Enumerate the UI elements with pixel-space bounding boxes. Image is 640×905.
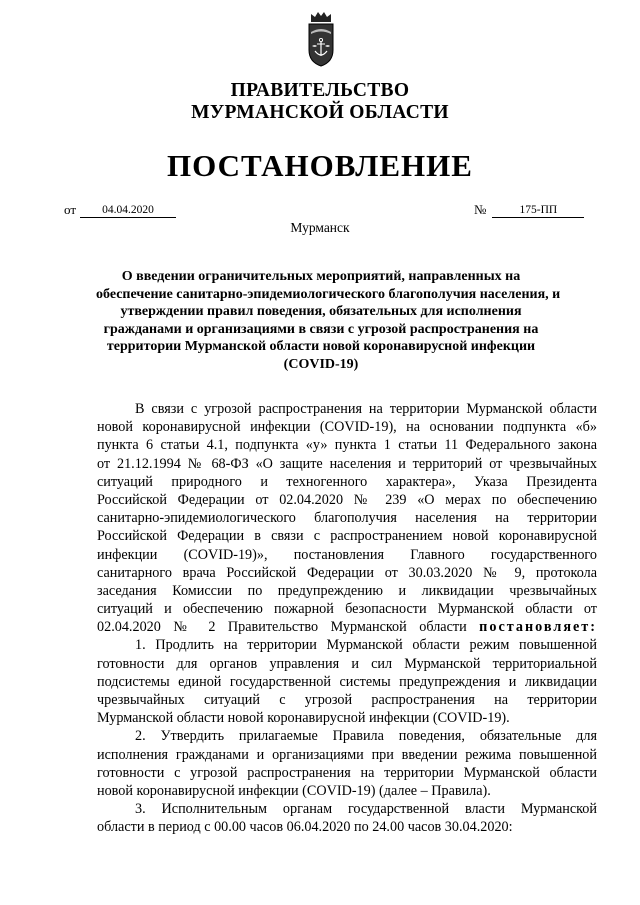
item-1-line: 1. Продлить на территории Мурманской области режим повышенной bbox=[135, 637, 597, 654]
org-line-1: ПРАВИТЕЛЬСТВО bbox=[230, 80, 410, 101]
body-line: ситуаций и обеспечению пожарной безопасности Мурманской области от bbox=[97, 601, 597, 618]
government-name bbox=[0, 80, 640, 124]
item-1-line: чрезвычайных ситуаций с угрозой распространения на территории bbox=[97, 692, 597, 708]
item-2-line: исполнения гражданами и организациями при введении режима повышенной bbox=[97, 746, 597, 763]
title-line: утверждении правил поведения, обязательных для исполнения bbox=[120, 304, 522, 320]
body-line: санитарно-эпидемиологического благополучия населения на территории bbox=[97, 510, 597, 527]
item-1-line: Мурманской области новой коронавирусной инфекции (COVID-19). bbox=[97, 710, 510, 727]
item-2-line: готовности с угрозой распространения на территории Мурманской области bbox=[97, 764, 597, 781]
date-underline bbox=[80, 203, 176, 218]
body-line: новой коронавирусной инфекции (COVID-19), на основании подпункта «б» bbox=[97, 419, 597, 436]
title-line: гражданами и организациями в связи с угрозой распространения на bbox=[103, 321, 539, 337]
body-line-decree bbox=[97, 618, 597, 636]
body-line: заседания Комиссии по предупреждению и ликвидации чрезвычайных bbox=[97, 582, 597, 599]
body-line: Российской Федерации в связи с распространением новой коронавирусной bbox=[97, 528, 597, 545]
document-title bbox=[96, 268, 561, 374]
body-line: пункта 6 статьи 4.1, подпункта «у» пункта 1 статьи 11 Федерального закона bbox=[97, 437, 597, 454]
coat-of-arms-icon bbox=[306, 10, 336, 68]
number-row bbox=[474, 202, 584, 218]
title-line: (COVID-19) bbox=[283, 356, 359, 372]
number-underline bbox=[492, 203, 584, 218]
item-2-line: новой коронавирусной инфекции (COVID-19) (далее – Правила). bbox=[97, 782, 491, 799]
title-line: обеспечение санитарно-эпидемиологического благополучия населения, и bbox=[96, 286, 561, 302]
date-prefix: от bbox=[64, 202, 77, 217]
item-3-line: области в период с 00.00 часов 06.04.2020 по 24.00 часов 30.04.2020: bbox=[97, 819, 513, 836]
body-line: Российской Федерации от 02.04.2020 № 239 «О мерах по обеспечению bbox=[97, 491, 597, 508]
body-line: В связи с угрозой распространения на территории Мурманской области bbox=[135, 401, 597, 417]
body-line: ситуаций природного и техногенного характера», Указа Президента bbox=[97, 473, 597, 490]
item-3-line: 3. Исполнительным органам государственной власти Мурманской bbox=[135, 801, 597, 818]
decree-word: постановляет: bbox=[479, 619, 597, 636]
org-line-2: МУРМАНСКОЙ ОБЛАСТИ bbox=[191, 102, 449, 123]
body-line: от 21.12.1994 № 68-ФЗ «О защите населения и территорий от чрезвычайных bbox=[97, 455, 597, 472]
body-line: санитарного врача Российской Федерации от 30.03.2020 № 9, протокола bbox=[97, 564, 597, 581]
document-number: 175-ПП bbox=[519, 204, 558, 216]
title-line: территории Мурманской области новой коронавирусной инфекции bbox=[106, 339, 536, 355]
document-body bbox=[97, 400, 597, 837]
document-date: 04.04.2020 bbox=[102, 204, 154, 216]
item-1-line: подсистемы единой государственной системы предупреждения и ликвидации bbox=[97, 673, 597, 690]
item-2-line: 2. Утвердить прилагаемые Правила поведения, обязательные для bbox=[135, 728, 597, 745]
body-line: инфекции (COVID-19)», постановления Главного государственного bbox=[97, 546, 597, 563]
preamble-last-text: 02.04.2020 № 2 Правительство Мурманской области bbox=[97, 619, 480, 636]
city-name: Мурманск bbox=[290, 220, 350, 235]
date-row bbox=[64, 202, 176, 218]
title-line: О введении ограничительных мероприятий, направленных на bbox=[121, 269, 521, 284]
document-type-heading: ПОСТАНОВЛЕНИЕ bbox=[167, 148, 473, 183]
number-prefix: № bbox=[474, 202, 487, 217]
item-1-line: готовности для органов управления и сил Мурманской территориальной bbox=[97, 655, 597, 672]
